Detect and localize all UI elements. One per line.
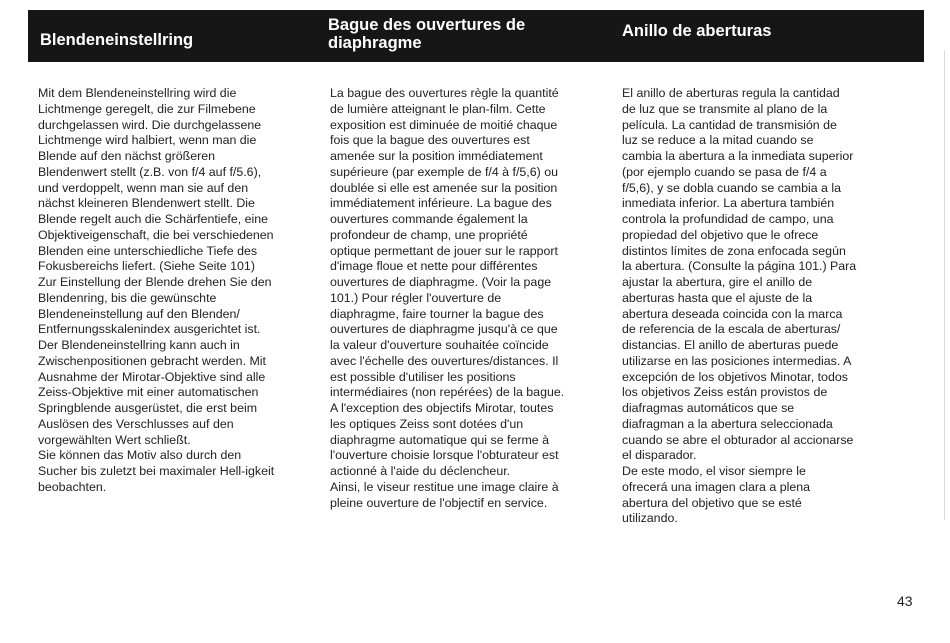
text-line: Blendenwert stellt (z.B. von f/4 auf f/5.6),: [38, 164, 262, 179]
text-line: los objetivos Zeiss están provistos de: [622, 385, 828, 400]
text-line: Blende auf den nächst größeren: [38, 149, 216, 163]
text-line: profondeur de champ, une propriété: [330, 227, 528, 242]
text-line: Entfernungsskalenindex ausgerichtet ist.: [38, 322, 261, 337]
text-line: Blendeneinstellung auf den Blenden/: [38, 306, 240, 321]
heading-french: Bague des ouvertures de diaphragme: [328, 16, 526, 52]
text-line: Blende regelt auch die Schärfentiefe, eine: [38, 212, 269, 226]
text-line: Mit dem Blendeneinstellring wird die: [38, 86, 237, 100]
text-line: de lumière atteignant le plan-film. Cette: [330, 101, 546, 116]
text-line: Objektiveigenschaft, die bei verschiedenen: [38, 227, 274, 242]
text-line: supérieure (par exemple de f/4 à f/5,6) ou: [330, 164, 558, 179]
text-line: Sucher bis zuletzt bei maximaler Hell-igkeit: [38, 464, 275, 478]
text-line: luz se reduce a la mitad cuando se: [622, 133, 814, 148]
text-line: Blendenring, bis die gewünschte: [38, 290, 217, 305]
text-line: Ausnahme der Mirotar-Objektive sind alle: [38, 369, 266, 384]
text-line: ofrecerá una imagen clara a plena: [622, 479, 811, 494]
text-line: la abertura. (Consulte la página 101.) Para: [622, 259, 857, 274]
text-line: excepción de los objetivos Minotar, todos: [622, 369, 848, 384]
text-line: Lichtmenge wird halbiert, wenn man die: [38, 133, 257, 148]
text-line: Auslösen des Verschlusses auf den: [38, 416, 234, 431]
text-line: diafragmas automáticos que se: [622, 401, 795, 415]
text-line: und verdoppelt, wenn man sie auf den: [38, 180, 249, 195]
text-line: película. La cantidad de transmisión de: [622, 117, 837, 132]
text-line: d'image floue et nette pour différentes: [330, 259, 538, 274]
text-line: La bague des ouvertures règle la quantité: [330, 86, 559, 100]
text-line: de luz que se transmite al plano de la: [622, 101, 828, 116]
page-number: 43: [897, 593, 913, 609]
text-line: propiedad del objetivo que le ofrece: [622, 227, 819, 242]
text-line: ouvertures de diaphragme. (Voir la page: [330, 275, 552, 289]
text-line: immédiatement inférieure. La bague des: [330, 196, 552, 211]
text-line: ajustar la abertura, gire el anillo de: [622, 275, 813, 289]
text-line: Zwischenpositionen gebracht werden. Mit: [38, 353, 266, 368]
text-line: doublée si elle est amenée sur la position: [330, 180, 558, 195]
text-line: (por ejemplo cuando se pasa de f/4 a: [622, 164, 827, 179]
text-line: El anillo de aberturas regula la cantidad: [622, 86, 840, 100]
text-line: beobachten.: [38, 479, 107, 494]
text-line: el disparador.: [622, 448, 697, 463]
text-line: fois que la bague des ouvertures est: [330, 133, 530, 148]
text-line: l'ouverture choisie lorsque l'obturateur est: [330, 448, 559, 463]
text-line: aberturas hasta que el ajuste de la: [622, 290, 813, 305]
text-line: 101.) Pour régler l'ouverture de: [330, 290, 502, 305]
text-line: exposition est diminuée de moitié chaque: [330, 117, 558, 132]
text-line: distintos límites de zona enfocada según: [622, 243, 846, 258]
text-line: nächst kleineren Blendenwert stellt. Die: [38, 196, 255, 211]
text-line: controla la profundidad de campo, una: [622, 212, 834, 226]
text-line: durchgelassen wird. Die durchgelassene: [38, 117, 262, 132]
column-german: [38, 86, 310, 496]
text-line: ouvertures commande également la: [330, 212, 528, 226]
text-line: Ainsi, le viseur restitue une image claire à: [330, 479, 559, 494]
text-line: intermédiaires (non repérées) de la bague.: [330, 385, 565, 400]
text-line: les optiques Zeiss sont dotées d'un: [330, 416, 524, 431]
text-line: utilizando.: [622, 511, 678, 526]
heading-german: Blendeneinstellring: [40, 31, 194, 49]
text-line: Blenden eine unterschiedliche Tiefe des: [38, 243, 258, 258]
text-line: Zur Einstellung der Blende drehen Sie den: [38, 275, 272, 289]
text-line: Sie können das Motiv also durch den: [38, 448, 242, 463]
text-line: amenée sur la position immédiatement: [330, 149, 543, 163]
heading-spanish: Anillo de aberturas: [622, 22, 772, 40]
text-line: Springblende ausgerüstet, die erst beim: [38, 401, 258, 415]
text-line: distancias. El anillo de aberturas puede: [622, 338, 839, 352]
text-line: Lichtmenge geregelt, die zur Filmebene: [38, 101, 256, 116]
text-line: De este modo, el visor siempre le: [622, 464, 806, 478]
text-line: Der Blendeneinstellring kann auch in: [38, 338, 240, 352]
text-line: Zeiss-Objektive mit einer automatischen: [38, 385, 259, 400]
text-line: Fokusbereichs liefert. (Siehe Seite 101): [38, 259, 255, 274]
text-line: diaphragme automatique qui se ferme à: [330, 432, 550, 447]
text-line: optique permettant de jouer sur le rapport: [330, 243, 558, 258]
text-line: de referencia de la escala de aberturas/: [622, 322, 841, 337]
text-line: A l'exception des objectifs Mirotar, toutes: [330, 401, 554, 415]
text-line: utilizarse en las posiciones intermedias. A: [622, 353, 852, 368]
text-line: cambia la abertura a la inmediata superior: [622, 149, 854, 163]
page-edge-line: [944, 50, 945, 520]
text-line: pleine ouverture de l'objectif en service.: [330, 495, 548, 510]
text-line: abertura del objetivo que se esté: [622, 495, 802, 510]
text-line: est possible d'utiliser les positions: [330, 369, 516, 384]
text-line: vorgewählten Wert schließt.: [38, 432, 191, 447]
text-line: diafragman a la abertura seleccionada: [622, 416, 833, 431]
text-line: la valeur d'ouverture souhaitée coïncide: [330, 338, 549, 352]
text-line: f/5,6), y se dobla cuando se cambia a la: [622, 180, 842, 195]
text-line: actionné à l'aide du déclencheur.: [330, 464, 511, 478]
column-spanish: [622, 86, 897, 527]
text-line: cuando se abre el obturador al accionarse: [622, 432, 854, 447]
text-line: inmediata inferior. La abertura también: [622, 196, 835, 211]
text-line: diaphragme, faire tourner la bague des: [330, 306, 544, 321]
text-line: abertura deseada coincida con la marca: [622, 306, 843, 321]
column-french: [330, 86, 595, 511]
text-line: avec l'échelle des ouvertures/distances. Il: [330, 353, 559, 368]
text-line: ouvertures de diaphragme jusqu'à ce que: [330, 322, 558, 337]
